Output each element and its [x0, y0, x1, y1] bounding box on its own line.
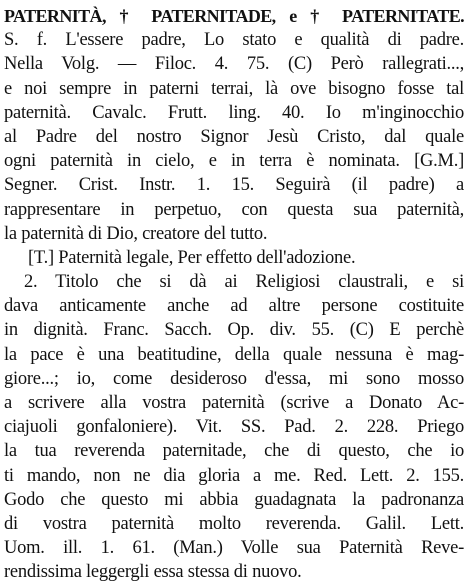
text-line: al Padre del nostro Signor Jesù Cristo, dal quale	[4, 126, 464, 147]
text-line: la tua reverenda paternitade, che di questo, che io	[4, 441, 464, 462]
text-line: rappresentare in perpetuo, con questa sua paternità,	[4, 199, 464, 220]
sense-2-line: 2. Titolo che si dà ai Religiosi claustrali, e si	[24, 272, 464, 293]
text-line: Nella Volg. — Filoc. 4. 75. (C) Però rallegrati...,	[4, 54, 464, 75]
text-line: a scrivere alla vostra paternità (scrive a Donato Ac-	[4, 393, 464, 413]
text-line: ciajuoli gonfaloniere). Vit. SS. Pad. 2. 228. Priego	[4, 417, 464, 438]
text-line: giore...; io, come desideroso d'essa, mi sono mosso	[4, 368, 464, 389]
text-line: in dignità. Franc. Sacch. Op. div. 55. (C) E perchè	[4, 320, 464, 341]
subentry-line: [T.] Paternità legale, Per effetto dell'adozione.	[28, 247, 356, 268]
text-line: Segner. Crist. Instr. 1. 15. Seguirà (il padre) a	[4, 175, 464, 196]
headword-line: PATERNITÀ, † PATERNITADE, e † PATERNITATE.	[4, 6, 464, 26]
text-line: paternità. Cavalc. Frutt. ling. 40. Io m'inginocchio	[4, 102, 464, 123]
text-line: la pace è una beatitudine, della quale nessuna è mag-	[4, 344, 464, 365]
text-line: ti mando, non ne dia gloria a me. Red. Lett. 2. 155.	[4, 465, 464, 486]
text-line: Godo che questo mi abbia guadagnata la padronanza	[4, 489, 464, 510]
text-line: dava anticamente anche ad altre persone costituite	[4, 296, 464, 317]
text-line: rendissima leggergli essa stessa di nuovo.	[4, 562, 302, 583]
text-line: Uom. ill. 1. 61. (Man.) Volle sua Paternità Reve-	[4, 538, 464, 559]
text-line: ogni paternità in cielo, e in terra è nominata. [G.M.]	[4, 151, 464, 172]
text-line: S. f. L'essere padre, Lo stato e qualità di padre.	[4, 30, 464, 51]
text-line: e noi sempre in paterni terrai, là ove bisogno fosse tal	[4, 78, 464, 99]
text-line: la paternità di Dio, creatore del tutto.	[4, 223, 268, 244]
text-line: di vostra paternità molto reverenda. Galil. Lett.	[4, 513, 464, 534]
